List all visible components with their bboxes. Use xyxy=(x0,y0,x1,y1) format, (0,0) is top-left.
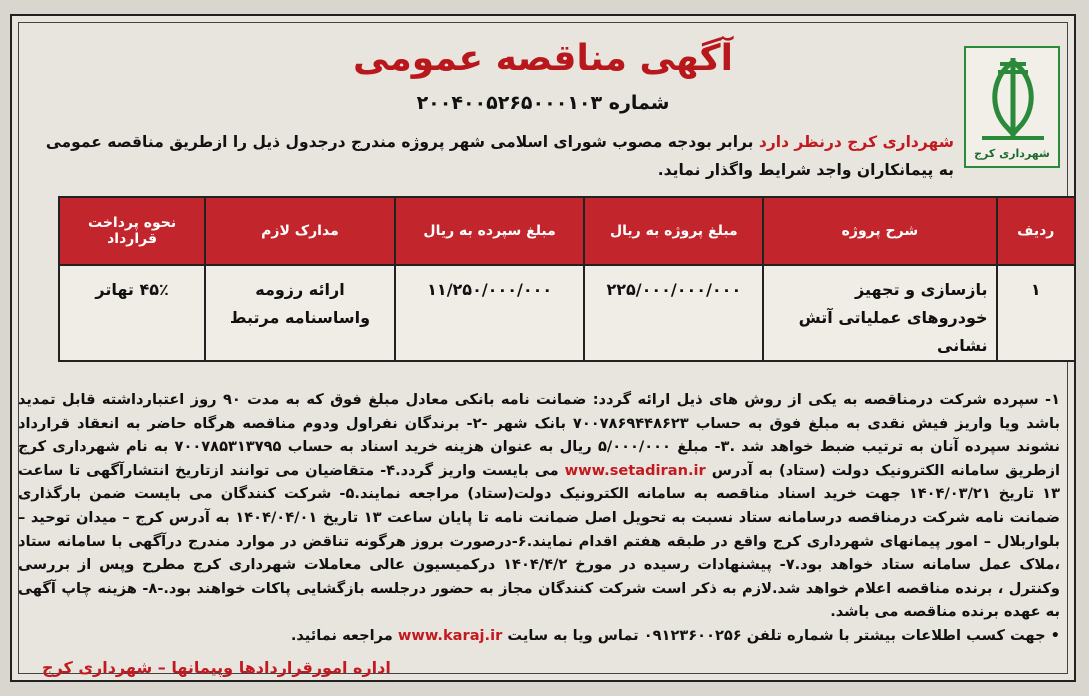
cell-project-amount: ۲۲۵/۰۰۰/۰۰۰/۰۰۰ xyxy=(584,265,763,361)
contact-tail: مراجعه نمائید. xyxy=(290,626,393,644)
cell-documents: ارائه رزومه واساسنامه مرتبط xyxy=(205,265,395,361)
conditions-part-1: ۱- سپرده شرکت درمناقصه به یکی از روش های ذیل ارائه گردد: ضمانت نامه بانکی معادل مبلغ فوق که به مدت ۹۰ روز اعتبارداشته قابل تمدید باشد ویا واریز فیش نقدی به مبلغ فوق به حساب ۷۰۰۷۸۶۹۴۴۸۶۲۳ بانک شهر -۲- برندگان نفراول ودوم مناقصه هرگاه حاضر به انعقاد قرارداد نشوند سپرده آنان به ترتیب ضبط خواهد شد .۳- مبلغ ۵/۰۰۰/۰۰۰ ریال به عنوان هزینه خرید اسناد به حساب ۷۰۰۷۸۵۳۱۳۷۹۵ به نام شهرداری کرج ازطریق سامانه الکترونیک دولت (ستاد) به آدرس xyxy=(18,391,1061,479)
intro-text: برابر بودجه مصوب شورای اسلامی شهر پروژه مندرج درجدول ذیل را ازطریق مناقصه عمومی به پیمانکاران واجد شرایط واگذار نماید. xyxy=(45,133,954,179)
cell-payment: ۴۵٪ تهاتر xyxy=(59,265,205,361)
intro-highlight: شهرداری کرج درنظر دارد xyxy=(758,133,954,151)
intro-paragraph xyxy=(32,128,954,184)
header-index: ردیف xyxy=(997,197,1075,265)
tender-notice xyxy=(10,14,1076,682)
tender-table xyxy=(58,196,1076,362)
header-documents: مدارک لازم xyxy=(205,197,395,265)
notice-title: آگهی مناقصه عمومی xyxy=(353,38,733,79)
table-row xyxy=(59,265,1075,361)
cell-description: بازسازی و تجهیز خودروهای عملیاتی آتش نشانی xyxy=(763,265,996,361)
setadiran-link[interactable]: www.setadiran.ir xyxy=(564,461,706,479)
issuer-footer: اداره امورقراردادها وپیمانها – شهرداری کرج xyxy=(42,658,391,677)
conditions-part-2: می بایست واریز گردد.۴- متقاضیان می توانند ازتاریخ انتشارآگهی تا ساعت ۱۳ تاریخ ۱۴۰۴/۰۳/۲۱ جهت خرید اسناد مناقصه به سامانه الکترونیک دولت(ستاد) مراجعه نمایند.۵- شرکت کنندگان می بایست ضمن بارگذاری ضمانت نامه شرکت درمناقصه درسامانه ستاد نسبت به تحویل اصل ضمانت نامه تا پایان ساعت ۱۳ تاریخ ۱۴۰۴/۰۴/۰۱ به آدرس کرج – میدان توحید – بلواربلال – امور پیمانهای شهرداری کرج واقع در طبقه هفتم اقدام نمایند.۶-درصورت بروز هرگونه تناقض در موارد مندرج درآگهی با سامانه ستاد ،ملاک عمل سامانه ستاد خواهد بود.۷- پیشنهادات رسیده در مورخ ۱۴۰۴/۴/۲ درکمیسیون عالی معاملات شهرداری کرج مطرح وپس از بررسی وکنترل ، برنده مناقصه اعلام خواهد شد.لازم به ذکر است شرکت کنندگان مجاز به حضور درجلسه بازگشایی پاکات خواهند بود.-۸- هزینه چاپ آگهی به عهده برنده مناقصه می باشد. xyxy=(18,461,1061,621)
header-deposit-amount: مبلغ سپرده به ریال xyxy=(395,197,585,265)
contact-text: • جهت کسب اطلاعات بیشتر با شماره تلفن ۰۹۱۲۳۶۰۰۲۵۶ تماس ویا به سایت xyxy=(507,626,1060,644)
cell-index: ۱ xyxy=(997,265,1075,361)
karaj-link[interactable]: www.karaj.ir xyxy=(397,626,503,644)
notice-number: شماره ۲۰۰۴۰۰۵۲۶۵۰۰۰۱۰۳ xyxy=(416,92,670,114)
header-project-amount: مبلغ پروژه به ریال xyxy=(584,197,763,265)
table-header-row xyxy=(59,197,1075,265)
header-payment: نحوه پرداخت قرارداد xyxy=(59,197,205,265)
conditions-text xyxy=(18,388,1060,648)
logo-caption: شهرداری کرج xyxy=(974,147,1050,160)
cell-deposit-amount: ۱۱/۲۵۰/۰۰۰/۰۰۰ xyxy=(395,265,585,361)
header-description: شرح پروژه xyxy=(763,197,996,265)
